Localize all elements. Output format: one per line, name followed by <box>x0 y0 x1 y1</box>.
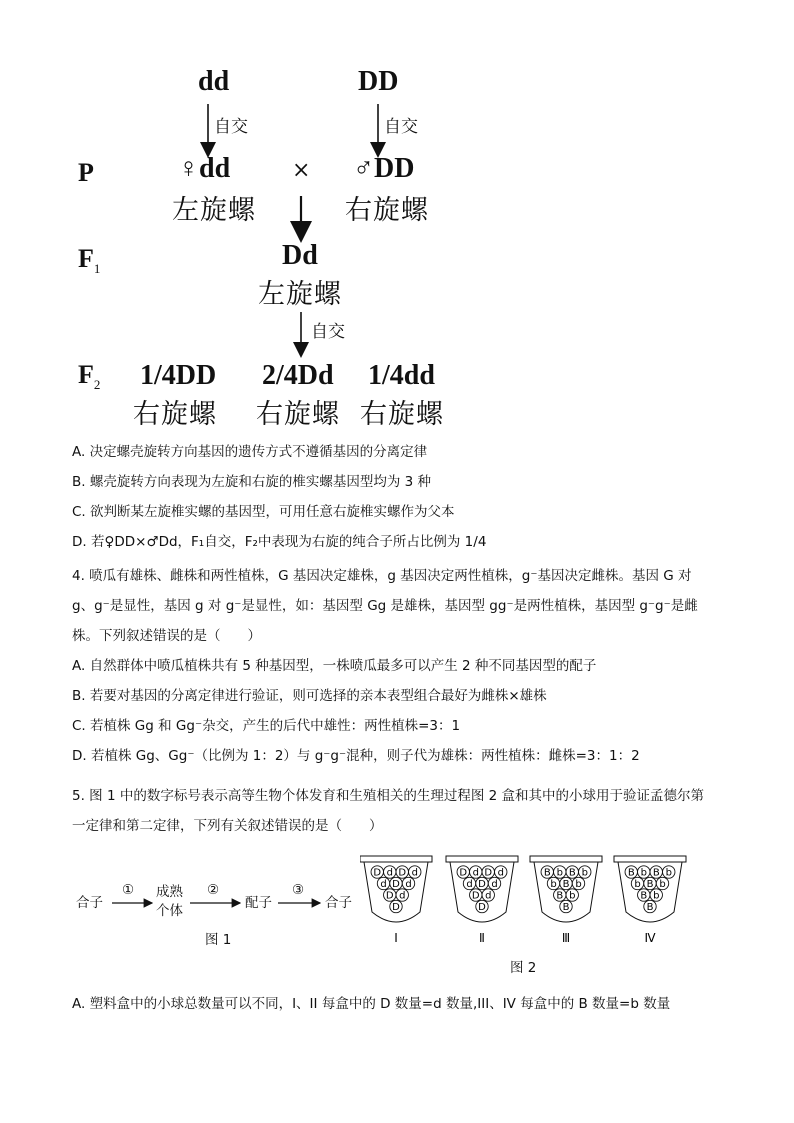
fig1-step-1: ① <box>122 882 135 898</box>
fig2-ball-label: d <box>405 879 412 891</box>
fig2-ball-label: b <box>665 867 672 879</box>
fig2-boxes <box>360 850 690 945</box>
f2-phenotype-1: 右旋螺 <box>133 399 217 430</box>
fig2-ball-label: D <box>459 867 468 879</box>
fig2-ball-label: b <box>569 890 576 902</box>
fig2-ball-label: B <box>562 902 570 914</box>
fig2-ball-label: b <box>581 867 588 879</box>
fig2-ball-label: b <box>575 879 582 891</box>
f1-label: $F_1$ <box>78 244 101 277</box>
f2-genotype-dd-rec: 1/4dd <box>368 360 435 391</box>
fig2-box-rim <box>530 856 602 862</box>
fig2-ball-label: D <box>392 902 400 914</box>
q5-stem-line-2: 一定律和第二定律，下列有关叙述错误的是（ ） <box>72 818 383 834</box>
fig2-box-4 <box>614 856 686 945</box>
fig2-ball-label: b <box>634 879 641 891</box>
fig2-ball-label: d <box>466 879 473 891</box>
fig2-box-rim <box>614 856 686 862</box>
fig1-gamete: 配子 <box>245 895 272 911</box>
fig2-ball-label: d <box>491 879 498 891</box>
fig2-ball-label: B <box>640 890 648 902</box>
f2-genotype-dd-dom: 1/4DD <box>140 360 217 391</box>
fig2-ball-label: b <box>653 890 660 902</box>
f1-selfing-label: 自交 <box>311 322 345 342</box>
fig2-ball-label: b <box>550 879 557 891</box>
fig1-caption: 图 1 <box>205 932 232 948</box>
f1-genotype: Dd <box>282 240 318 271</box>
f2-phenotype-3: 右旋螺 <box>360 399 444 430</box>
right-parent-genotype: DD <box>358 66 399 97</box>
fig2-ball-label: B <box>562 879 570 891</box>
fig2-ball-label: d <box>386 867 393 879</box>
male-parent: ♂DD <box>353 153 415 184</box>
fig2-ball-label: d <box>485 890 492 902</box>
fig2-ball-label: D <box>385 890 394 902</box>
fig1-zygote-end: 合子 <box>325 895 352 911</box>
f2-genotype-dd-het: 2/4Dd <box>262 360 334 391</box>
fig2-ball-label: b <box>556 867 563 879</box>
q3-options <box>72 442 722 562</box>
right-snail-phenotype: 右旋螺 <box>345 195 429 226</box>
fig2-ball-label: D <box>484 867 493 879</box>
fig2-ball-label: B <box>646 902 654 914</box>
selfing-label-left: 自交 <box>214 117 248 137</box>
fig2-ball-label: D <box>478 879 486 891</box>
fig2-ball-label: D <box>478 902 486 914</box>
left-snail-phenotype: 左旋螺 <box>172 195 256 226</box>
fig2-ball-label: d <box>472 867 479 879</box>
fig1-step-2: ② <box>207 882 220 898</box>
fig1-mature-line-1: 成熟 <box>156 884 183 900</box>
fig1-step-3: ③ <box>292 882 305 898</box>
selfing-label-right: 自交 <box>384 117 418 137</box>
q3-option-b: B. 螺壳旋转方向表现为左旋和右旋的椎实螺基因型均为 3 种 <box>72 474 432 490</box>
q5-stem-line-1: 5. 图 1 中的数字标号表示高等生物个体发育和生殖相关的生理过程图 2 盒和其中的小球用于验证孟德尔第 <box>72 788 705 804</box>
cross-symbol: × <box>292 158 311 183</box>
fig2-ball-label: d <box>399 890 406 902</box>
fig2-ball-label: d <box>380 879 387 891</box>
fig2-ball-label: B <box>646 879 654 891</box>
f2-label: $F_2$ <box>78 360 101 393</box>
fig2-caption: 图 2 <box>510 960 537 976</box>
fig2-ball-label: D <box>471 890 480 902</box>
question-5 <box>72 786 722 846</box>
fig2-ball-label: d <box>497 867 504 879</box>
fig2-box-2 <box>446 856 518 945</box>
fig2-ball-label: b <box>659 879 666 891</box>
q5-option-a: A. 塑料盒中的小球总数量可以不同，I、II 每盒中的 D 数量=d 数量,III、IV 每盒中的 B 数量=b 数量 <box>72 996 671 1012</box>
fig2-ball-label: B <box>568 867 576 879</box>
fig2-ball-label: D <box>398 867 407 879</box>
question-4 <box>72 566 722 776</box>
female-parent: ♀dd <box>178 153 231 184</box>
fig2-ball-label: B <box>556 890 564 902</box>
fig2-box-label: I <box>394 931 398 945</box>
fig2-ball-label: B <box>627 867 635 879</box>
q4-option-c: C. 若植株 Gg 和 Gg⁻杂交，产生的后代中雄性：两性植株=3：1 <box>72 718 461 734</box>
fig2-ball-label: d <box>411 867 418 879</box>
f2-phenotype-2: 右旋螺 <box>256 399 340 430</box>
q3-option-c: C. 欲判断某左旋椎实螺的基因型，可用任意右旋椎实螺作为父本 <box>72 504 455 520</box>
q3-option-a: A. 决定螺壳旋转方向基因的遗传方式不遵循基因的分离定律 <box>72 444 428 460</box>
fig2-box-rim <box>360 856 432 862</box>
left-parent-genotype: dd <box>198 66 230 97</box>
fig2-box-label: Ⅳ <box>644 931 656 945</box>
q4-option-a: A. 自然群体中喷瓜植株共有 5 种基因型，一株喷瓜最多可以产生 2 种不同基因型的配子 <box>72 658 597 674</box>
fig2-ball-label: D <box>392 879 400 891</box>
fig2-ball-label: b <box>640 867 647 879</box>
fig2-box-label: Ⅱ <box>479 931 485 945</box>
fig2-box-1 <box>360 856 432 945</box>
q4-stem-line-1: 4. 喷瓜有雄株、雌株和两性植株，G 基因决定雄株，g 基因决定两性植株，g⁻基因决定雌株。基因 G 对 <box>72 568 692 584</box>
f1-phenotype: 左旋螺 <box>258 279 342 310</box>
fig2-box-3 <box>530 856 602 945</box>
fig1-mature-line-2: 个体 <box>156 903 183 919</box>
p-label: P <box>78 158 94 187</box>
fig2-box-rim <box>446 856 518 862</box>
fig1-zygote-start: 合子 <box>76 895 103 911</box>
fig2-box-label: Ⅲ <box>561 931 571 945</box>
q3-option-d: D. 若♀DD×♂Dd，F₁自交，F₂中表现为右旋的纯合子所占比例为 1/4 <box>72 534 487 550</box>
fig2-ball-label: D <box>373 867 382 879</box>
q4-option-b: B. 若要对基因的分离定律进行验证，则可选择的亲本表型组合最好为雌株×雄株 <box>72 688 547 704</box>
fig2-ball-label: B <box>543 867 551 879</box>
q4-stem-line-2: g、g⁻是显性，基因 g 对 g⁻是显性，如：基因型 Gg 是雄株，基因型 gg⁻是两性植株，基因型 g⁻g⁻是雌 <box>72 598 698 614</box>
q4-stem-line-3: 株。下列叙述错误的是（ ） <box>72 628 261 644</box>
q4-option-d: D. 若植株 Gg、Gg⁻（比例为 1：2）与 g⁻g⁻混种，则子代为雄株：两性植株：雌株=3：1：2 <box>72 748 640 764</box>
fig2-ball-label: B <box>652 867 660 879</box>
